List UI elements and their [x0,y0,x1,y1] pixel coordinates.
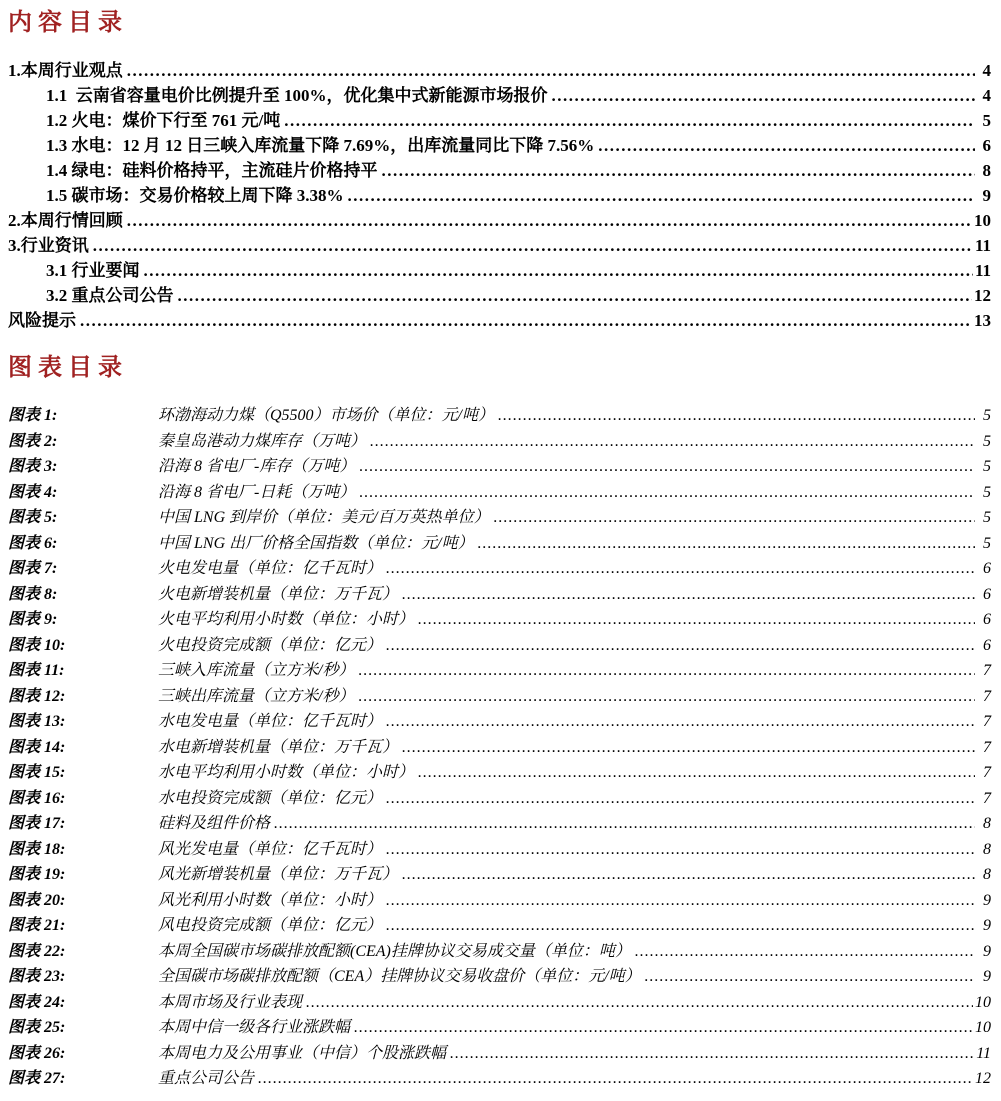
figure-page-number: 7 [983,738,991,756]
toc-entry-label: 3.2 重点公司公告 [46,286,174,305]
figure-label: 图表 16: [8,789,66,807]
figure-page-number: 5 [983,407,991,424]
figure-toc-row[interactable] [8,786,991,812]
figure-label: 图表 11: [8,662,65,679]
dot-leader [274,811,975,837]
dot-leader [386,786,975,812]
figure-label: 图表 5: [8,509,58,526]
dot-leader [450,1041,974,1067]
dot-leader [386,556,975,582]
figure-label: 图表 21: [8,917,66,934]
dot-leader [386,913,975,939]
figure-toc-row[interactable] [8,1041,991,1067]
figure-label: 图表 17: [8,815,66,832]
toc-entry-label: 3.1 行业要闻 [46,261,140,280]
figure-title: 本周电力及公用事业（中信）个股涨跌幅 [158,1044,447,1062]
figure-page-number: 7 [983,764,991,781]
toc-row[interactable] [8,133,991,158]
figure-title: 火电投资完成额（单位：亿元） [158,636,383,654]
figure-page-number: 8 [983,866,991,883]
toc-row[interactable] [8,83,991,108]
figure-toc-row[interactable] [8,607,991,633]
figure-title: 本周市场及行业表现 [158,993,303,1011]
toc-page-number: 13 [974,311,991,330]
dot-leader [598,133,975,158]
figure-title: 全国碳市场碳排放配额（CEA）挂牌协议交易收盘价（单位：元/吨） [158,968,641,985]
figure-page-number: 10 [975,993,991,1011]
figure-title: 水电平均利用小时数（单位：小时） [158,764,415,781]
dot-leader [127,208,972,233]
toc-page-number: 12 [974,286,991,305]
dot-leader [402,735,975,761]
figure-toc-row[interactable] [8,531,991,557]
figure-title: 环渤海动力煤（Q5500）市场价（单位：元/吨） [158,407,495,424]
figure-toc-row[interactable] [8,888,991,914]
figure-page-number: 8 [983,840,991,858]
figure-toc-row[interactable] [8,403,991,429]
figure-title: 沿海 8 省电厂-日耗（万吨） [158,483,356,501]
figure-page-number: 7 [983,713,991,730]
dot-leader [494,505,975,531]
dot-leader [358,658,975,684]
figure-page-number: 6 [983,611,991,628]
toc-entry-label: 1.2 火电：煤价下行至 761 元/吨 [46,111,281,130]
figure-page-number: 12 [975,1070,991,1087]
figures-toc-section [8,403,991,1092]
figure-toc-row[interactable] [8,1015,991,1041]
figure-toc-row[interactable] [8,964,991,990]
figure-title: 中国 LNG 出厂价格全国指数（单位：元/吨） [158,534,474,552]
figure-label: 图表 1: [8,407,58,424]
figure-title: 火电新增装机量（单位：万千瓦） [158,585,399,603]
figure-label: 图表 25: [8,1019,66,1036]
figure-page-number: 6 [983,585,991,603]
figure-page-number: 7 [983,789,991,807]
toc-row[interactable] [8,183,991,208]
dot-leader [80,308,972,333]
figure-page-number: 5 [983,458,991,475]
toc-page-number: 9 [982,186,991,205]
dot-leader [358,684,975,710]
figure-toc-row[interactable] [8,429,991,455]
figure-page-number: 5 [983,483,991,501]
figure-label: 图表 18: [8,840,66,858]
dot-leader [306,990,973,1016]
dot-leader [498,403,975,429]
figure-title: 风光新增装机量（单位：万千瓦） [158,866,399,883]
dot-leader [418,607,975,633]
dot-leader [402,862,975,888]
toc-row[interactable] [8,283,991,308]
figure-label: 图表 26: [8,1044,66,1062]
figure-page-number: 9 [983,968,991,985]
dot-leader [144,258,973,283]
figure-label: 图表 14: [8,738,66,756]
figure-label: 图表 9: [8,611,58,628]
toc-page-number: 10 [974,211,991,230]
figure-label: 图表 2: [8,432,58,450]
toc-entry-label: 1.1 云南省容量电价比例提升至 100%，优化集中式新能源市场报价 [46,86,548,105]
figure-toc-row[interactable] [8,480,991,506]
dot-leader [284,108,975,133]
toc-row[interactable] [8,158,991,183]
figure-label: 图表 22: [8,942,66,960]
figure-title: 火电平均利用小时数（单位：小时） [158,611,415,628]
figure-toc-row[interactable] [8,684,991,710]
toc-row[interactable] [8,108,991,133]
toc-row[interactable] [8,258,991,283]
figure-title: 中国 LNG 到岸价（单位：美元/百万英热单位） [158,509,490,526]
figure-toc-row[interactable] [8,556,991,582]
figure-page-number: 9 [983,917,991,934]
figure-toc-row[interactable] [8,709,991,735]
toc-page-number: 8 [982,161,991,180]
dot-leader [386,888,975,914]
figure-label: 图表 24: [8,993,66,1011]
figure-title: 风电投资完成额（单位：亿元） [158,917,383,934]
figure-title: 秦皇岛港动力煤库存（万吨） [158,432,367,450]
dot-leader [386,837,975,863]
figure-toc-row[interactable] [8,811,991,837]
toc-entry-label: 1.4 绿电：硅料价格持平，主流硅片价格持平 [46,161,378,180]
figure-title: 重点公司公告 [158,1070,255,1087]
figure-title: 硅料及组件价格 [158,815,271,832]
figure-page-number: 5 [983,432,991,450]
figure-label: 图表 6: [8,534,58,552]
dot-leader [258,1066,973,1092]
dot-leader [418,760,975,786]
figure-page-number: 5 [983,534,991,552]
dot-leader [359,480,975,506]
dot-leader [386,633,975,659]
figure-title: 本周中信一级各行业涨跌幅 [158,1019,351,1036]
figure-toc-row[interactable] [8,658,991,684]
dot-leader [354,1015,973,1041]
figure-page-number: 6 [983,636,991,654]
figure-title: 三峡入库流量（立方米/秒） [158,662,355,679]
dot-leader [382,158,976,183]
toc-row[interactable] [8,58,991,83]
figure-label: 图表 8: [8,585,58,603]
toc-entry-label: 风险提示 [8,311,76,330]
figure-title: 三峡出库流量（立方米/秒） [158,687,355,705]
figure-label: 图表 7: [8,560,58,577]
figure-page-number: 7 [983,687,991,705]
figure-label: 图表 3: [8,458,58,475]
figure-page-number: 8 [983,815,991,832]
figure-title: 风光利用小时数（单位：小时） [158,891,383,909]
figure-toc-row[interactable] [8,582,991,608]
figure-page-number: 9 [983,942,991,960]
dot-leader [127,58,975,83]
toc-row[interactable] [8,208,991,233]
figure-page-number: 10 [975,1019,991,1036]
dot-leader [645,964,975,990]
dot-leader [552,83,976,108]
toc-page-number: 5 [982,111,991,130]
toc-row[interactable] [8,308,991,333]
dot-leader [635,939,975,965]
toc-entry-label: 1.3 水电：12 月 12 日三峡入库流量下降 7.69%，出库流量同比下降 7.56% [46,136,595,155]
figure-page-number: 6 [983,560,991,577]
figure-label: 图表 10: [8,636,66,654]
toc-page-number: 11 [974,261,991,280]
figure-toc-row[interactable] [8,990,991,1016]
figure-title: 水电发电量（单位：亿千瓦时） [158,713,383,730]
toc-entry-label: 2.本周行情回顾 [8,211,123,230]
figure-label: 图表 13: [8,713,66,730]
figure-title: 沿海 8 省电厂-库存（万吨） [158,458,356,475]
figure-toc-row[interactable] [8,1066,991,1092]
toc-page-number: 6 [982,136,991,155]
figure-toc-row[interactable] [8,454,991,480]
figure-label: 图表 15: [8,764,66,781]
figure-toc-row[interactable] [8,735,991,761]
figure-toc-row[interactable] [8,760,991,786]
figure-label: 图表 23: [8,968,66,985]
dot-leader [370,429,975,455]
toc-row[interactable] [8,233,991,258]
dot-leader [478,531,975,557]
figure-label: 图表 4: [8,483,58,501]
toc-entry-label: 1.本周行业观点 [8,61,123,80]
figure-page-number: 11 [976,1044,991,1062]
figure-label: 图表 20: [8,891,66,909]
figure-toc-row[interactable] [8,862,991,888]
figure-title: 火电发电量（单位：亿千瓦时） [158,560,383,577]
figures-toc-title: 图表目录 [8,355,128,381]
figure-label: 图表 27: [8,1070,66,1087]
content-toc-section [8,58,991,333]
figure-toc-row[interactable] [8,939,991,965]
figure-page-number: 5 [983,509,991,526]
dot-leader [348,183,976,208]
figure-toc-row[interactable] [8,633,991,659]
content-toc-title: 内容目录 [8,10,128,36]
toc-page-number: 4 [982,86,991,105]
figure-title: 风光发电量（单位：亿千瓦时） [158,840,383,858]
dot-leader [359,454,975,480]
toc-entry-label: 1.5 碳市场：交易价格较上周下降 3.38% [46,186,344,205]
figure-page-number: 9 [983,891,991,909]
figure-label: 图表 12: [8,687,66,705]
dot-leader [386,709,975,735]
figure-label: 图表 19: [8,866,66,883]
toc-page-number: 11 [974,236,991,255]
figure-title: 水电投资完成额（单位：亿元） [158,789,383,807]
figure-page-number: 7 [983,662,991,679]
toc-entry-label: 3.行业资讯 [8,236,89,255]
dot-leader [93,233,973,258]
dot-leader [402,582,975,608]
figure-title: 水电新增装机量（单位：万千瓦） [158,738,399,756]
figure-title: 本周全国碳市场碳排放配额(CEA)挂牌协议交易成交量（单位：吨） [158,942,631,960]
dot-leader [178,283,973,308]
toc-page-number: 4 [982,61,991,80]
figure-toc-row[interactable] [8,913,991,939]
figure-toc-row[interactable] [8,505,991,531]
figure-toc-row[interactable] [8,837,991,863]
